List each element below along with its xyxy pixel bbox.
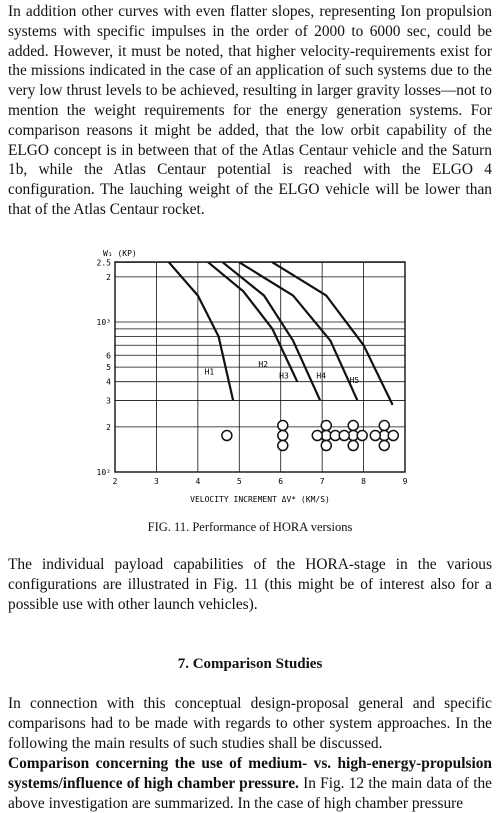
stage-circle [321, 441, 331, 451]
series-label: H4 [316, 371, 327, 381]
stage-circle [357, 431, 367, 441]
x-tick-label: 6 [278, 477, 284, 486]
stage-circle [348, 441, 358, 451]
y-tick-label: 2.5 [96, 258, 111, 268]
y-axis-label: W₁ (KP) [103, 249, 137, 258]
y-tick-label: 3 [106, 396, 111, 406]
stage-circle [388, 431, 398, 441]
body-paragraph-2: The individual payload capabilities of the HORA-stage in the various configurations are illustrated in Fig. 11 (this might be of interest also for a possible use with other launch vehicles). [8, 556, 492, 613]
y-tick-label: 5 [106, 363, 111, 373]
y-tick-label: 10² [96, 468, 111, 477]
stage-circle [370, 431, 380, 441]
series-line [239, 262, 357, 400]
bold-lead-in: Comparison concerning the use of medium- vs. high-energy-propulsion systems/influence of high chamber pressure. [8, 755, 492, 792]
x-tick-label: 3 [154, 477, 159, 486]
performance-figure [60, 242, 440, 527]
stage-circle [379, 441, 389, 451]
x-tick-label: 4 [195, 477, 201, 486]
series-line [169, 262, 233, 400]
x-tick-label: 2 [112, 477, 118, 486]
paragraph-continuation: In Fig. 12 the main data of the above investigation are summarized. In the case of high chamber pressure [8, 774, 492, 812]
series-label: H1 [204, 367, 215, 377]
y-tick-label: 2 [106, 272, 111, 282]
stage-circle [348, 421, 358, 431]
x-axis-label: VELOCITY INCREMENT ΔV* (KM/S) [190, 495, 330, 504]
x-tick-label: 8 [361, 477, 366, 486]
body-paragraph-1: In addition other curves with even flatter slopes, representing Ion propulsion systems with specific impulses in the order of 2000 to 6000 sec, could be added. However, it must be noted, that higher velocity-requirements exist for the missions indicated in the case of an application of such systems due to the very low thrust levels to be achieved, resulting in larger gravity losses—not to mention the weight requirements for the energy generation systems. For comparison reasons it might be added, that the low orbit capability of the ELGO concept is in between that of the Atlas Centaur vehicle and the Saturn 1b, while the Atlas Centaur potential is reached with the ELGO 4 configuration. The lauching weight of the ELGO vehicle will be lower than that of the Atlas Centaur rocket. [8, 3, 492, 218]
stage-circle [379, 421, 389, 431]
x-tick-label: 9 [402, 477, 408, 486]
body-paragraph-4 [8, 754, 492, 813]
y-tick-label: 2 [106, 422, 111, 432]
series-label: H2 [258, 359, 269, 369]
stage-circle [278, 441, 288, 451]
stage-circle [339, 431, 349, 441]
y-tick-label: 6 [106, 351, 111, 361]
stage-circle [321, 421, 331, 431]
series-label: H5 [349, 376, 360, 386]
stage-circle [312, 431, 322, 441]
y-tick-label: 10³ [96, 318, 111, 327]
figure-caption: FIG. 11. Performance of HORA versions [147, 520, 353, 534]
x-tick-label: 7 [319, 477, 325, 486]
stage-circle [222, 431, 232, 441]
series-line [272, 262, 392, 405]
section-heading: 7. Comparison Studies [177, 656, 323, 672]
y-tick-label: 4 [106, 377, 111, 387]
x-tick-label: 5 [236, 477, 242, 486]
stage-circle [278, 421, 288, 431]
series-label: H3 [279, 371, 289, 381]
performance-chart [60, 242, 440, 527]
stage-circle [278, 431, 288, 441]
body-paragraph-3: In connection with this conceptual design-proposal general and specific comparisons had to be made with regards to other system approaches. In the following the main results of such studies shall be discussed. [8, 695, 492, 752]
